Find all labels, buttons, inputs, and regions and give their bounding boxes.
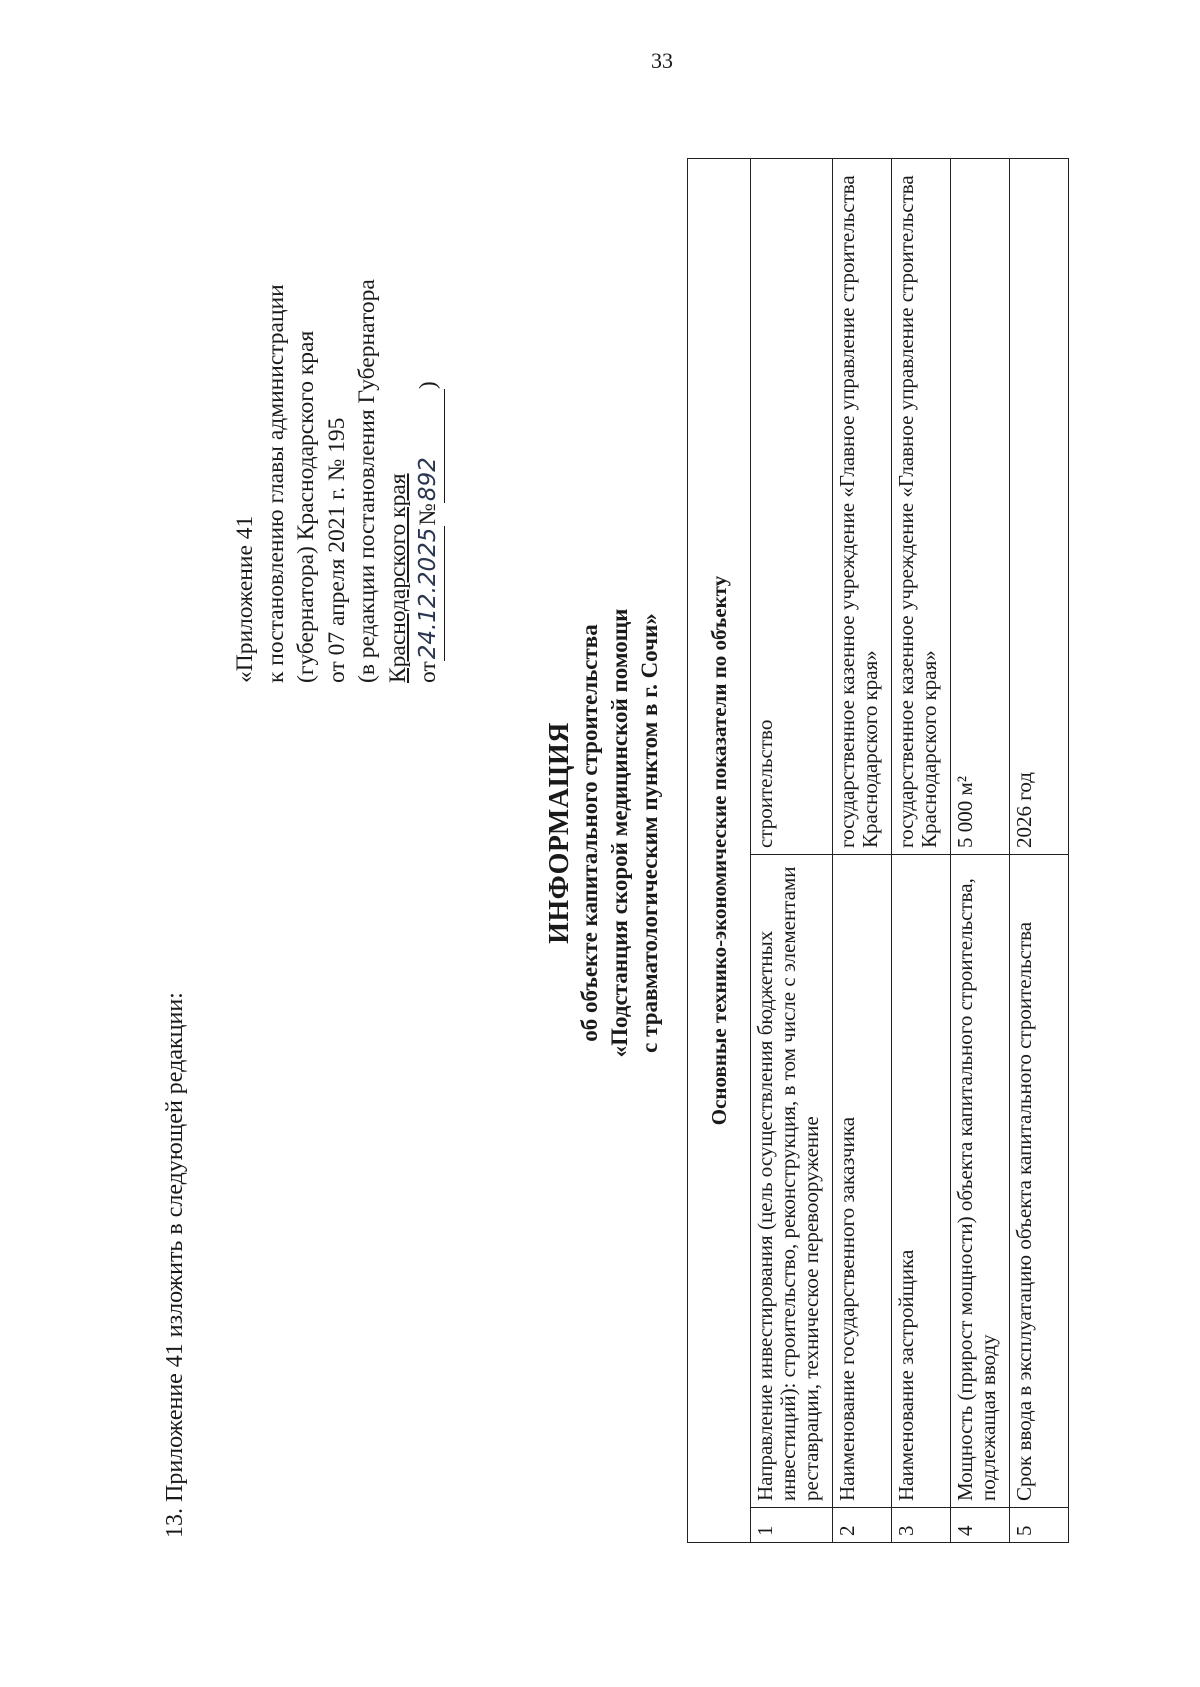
approval-close-paren: ) <box>415 381 441 390</box>
document-heading <box>545 383 665 1283</box>
row-label: Срок ввода в эксплуатацию объекта капитального строительства <box>1010 855 1069 1508</box>
table-row <box>1010 159 1069 1543</box>
table-row <box>892 159 951 1543</box>
approval-line-3: (губернатора) Краснодарского края <box>293 330 319 683</box>
approval-line-2: к постановлению главы администрации <box>262 284 289 683</box>
row-label: Направление инвестирования (цель осуществления бюджетных инвестиций): строительство, реконструкция, в том числе с элементами реставрации, техническое перевооружение <box>751 855 833 1508</box>
row-number: 5 <box>1010 1508 1069 1543</box>
approval-block <box>230 279 445 683</box>
table-row <box>751 159 833 1543</box>
row-number: 2 <box>833 1508 892 1543</box>
approval-line-5: (в редакции постановления Губернатора <box>354 279 380 683</box>
table-header: Основные технико-экономические показатели по объекту <box>688 159 751 1543</box>
row-label: Мощность (прирост мощности) объекта капитального строительства, подлежащая вводу <box>951 855 1010 1508</box>
row-number: 4 <box>951 1508 1010 1543</box>
page-number: 33 <box>651 48 673 73</box>
rotated-document-content <box>150 93 1200 1613</box>
row-number: 1 <box>751 1508 833 1543</box>
approval-line-6: Краснодарского края <box>384 473 411 683</box>
heading-line-3: «Подстанция скорой медицинской помощи <box>607 608 632 1058</box>
approval-date-line <box>413 279 445 683</box>
table-header-row <box>688 159 751 1543</box>
indicators-table <box>687 158 1069 1543</box>
row-value: государственное казенное учреждение «Главное управление строительства Краснодарского края» <box>833 159 892 855</box>
amendment-intro: 13. Приложение 41 изложить в следующей редакции: <box>162 992 188 1538</box>
row-value: строительство <box>751 159 833 855</box>
table-row <box>951 159 1010 1543</box>
date-prefix: от <box>415 661 441 683</box>
approval-line-1: «Приложение 41 <box>232 515 258 683</box>
handwritten-number: 892 <box>413 389 445 503</box>
heading-title: ИНФОРМАЦИЯ <box>544 722 575 944</box>
row-label: Наименование застройщика <box>892 855 951 1508</box>
approval-line-4: от 07 апреля 2021 г. № 195 <box>323 417 350 683</box>
number-label: № <box>415 503 441 526</box>
row-value: 2026 год <box>1010 159 1069 855</box>
row-value: 5 000 м² <box>951 159 1010 855</box>
table-row <box>833 159 892 1543</box>
row-value: государственное казенное учреждение «Главное управление строительства Краснодарского края» <box>892 159 951 855</box>
row-label: Наименование государственного заказчика <box>833 855 892 1508</box>
heading-line-4: с травматологическим пунктом в г. Сочи» <box>637 613 662 1053</box>
row-number: 3 <box>892 1508 951 1543</box>
handwritten-date: 24.12.2025 <box>413 526 445 662</box>
heading-line-2: об объекте капитального строительства <box>577 624 602 1042</box>
